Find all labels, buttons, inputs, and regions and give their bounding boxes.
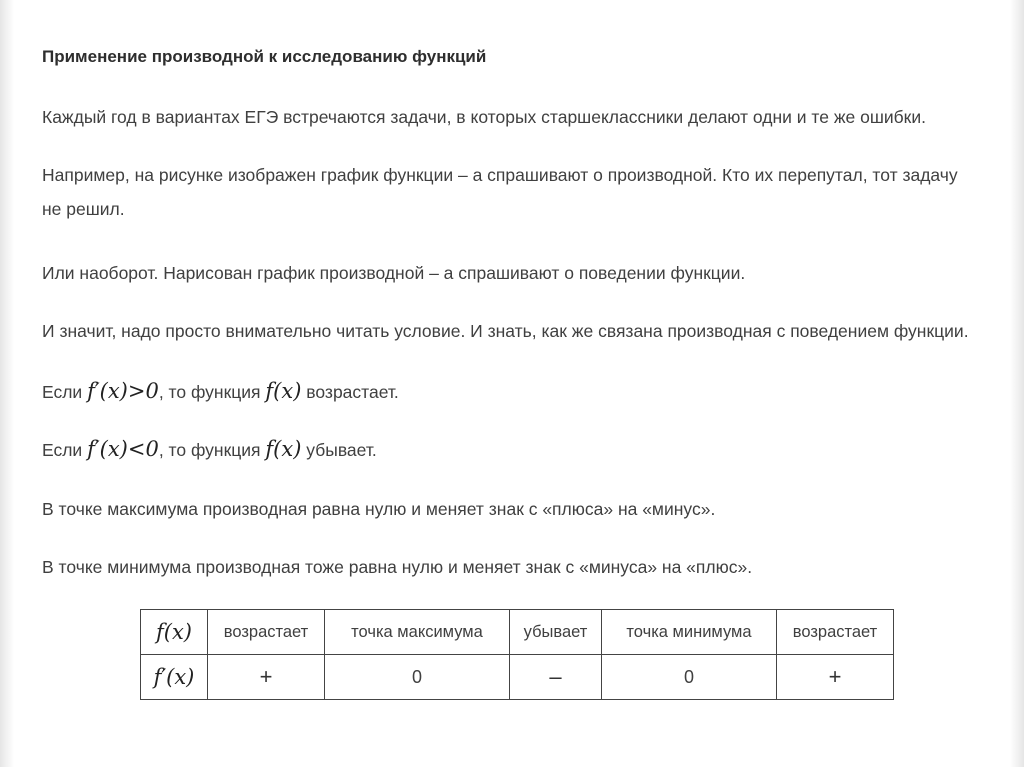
rule-decrease-prefix: Если xyxy=(42,440,83,460)
table-cell-f-4: точка минимума xyxy=(602,610,777,655)
rule-decrease xyxy=(42,433,377,467)
table-row-function xyxy=(141,610,894,655)
rule-increase-suffix: возрастает. xyxy=(306,382,399,402)
rule-increase-middle: , то функция xyxy=(158,382,261,402)
rule-decrease-func: f(x) xyxy=(265,437,302,461)
document-page xyxy=(42,0,1002,767)
paragraph-example-line-1: Например, на рисунке изображен график функции – а спрашивают о производной. Кто их перепутал, тот задачу xyxy=(42,165,958,185)
table-head-fprime: f′(x) xyxy=(141,655,208,700)
paragraph-ege-intro: Каждый год в вариантах ЕГЭ встречаются задачи, в которых старшеклассники делают одни и те же ошибки. xyxy=(42,107,926,127)
rule-decrease-condition: f′(x)<0 xyxy=(87,437,159,461)
table-cell-f-3: убывает xyxy=(510,610,602,655)
rule-increase-func: f(x) xyxy=(265,379,302,403)
rule-increase xyxy=(42,375,399,409)
paragraph-vice-versa: Или наоборот. Нарисован график производной – а спрашивают о поведении функции. xyxy=(42,263,746,283)
table-cell-fp-4: 0 xyxy=(602,655,777,700)
rule-increase-condition: f′(x)>0 xyxy=(87,379,159,403)
rule-decrease-middle: , то функция xyxy=(158,440,261,460)
rule-decrease-suffix: убывает. xyxy=(306,440,377,460)
page-title: Применение производной к исследованию функций xyxy=(42,47,487,66)
paragraph-read-carefully: И значит, надо просто внимательно читать условие. И знать, как же связана производная с поведением функции. xyxy=(42,321,969,341)
table-head-f: f(x) xyxy=(141,610,208,655)
table-cell-fp-1: + xyxy=(208,655,325,700)
table-row-derivative xyxy=(141,655,894,700)
left-edge-shadow xyxy=(0,0,14,767)
table-cell-f-2: точка максимума xyxy=(325,610,510,655)
rule-increase-prefix: Если xyxy=(42,382,83,402)
right-edge-shadow xyxy=(1010,0,1024,767)
derivative-sign-table xyxy=(140,609,894,700)
table-cell-fp-3: – xyxy=(510,655,602,700)
paragraph-maximum: В точке максимума производная равна нулю и меняет знак с «плюса» на «минус». xyxy=(42,499,716,519)
table-cell-f-1: возрастает xyxy=(208,610,325,655)
paragraph-minimum: В точке минимума производная тоже равна нулю и меняет знак с «минуса» на «плюс». xyxy=(42,557,753,577)
table-cell-fp-2: 0 xyxy=(325,655,510,700)
table-cell-fp-5: + xyxy=(777,655,894,700)
paragraph-example-line-2: не решил. xyxy=(42,199,125,219)
table-cell-f-5: возрастает xyxy=(777,610,894,655)
